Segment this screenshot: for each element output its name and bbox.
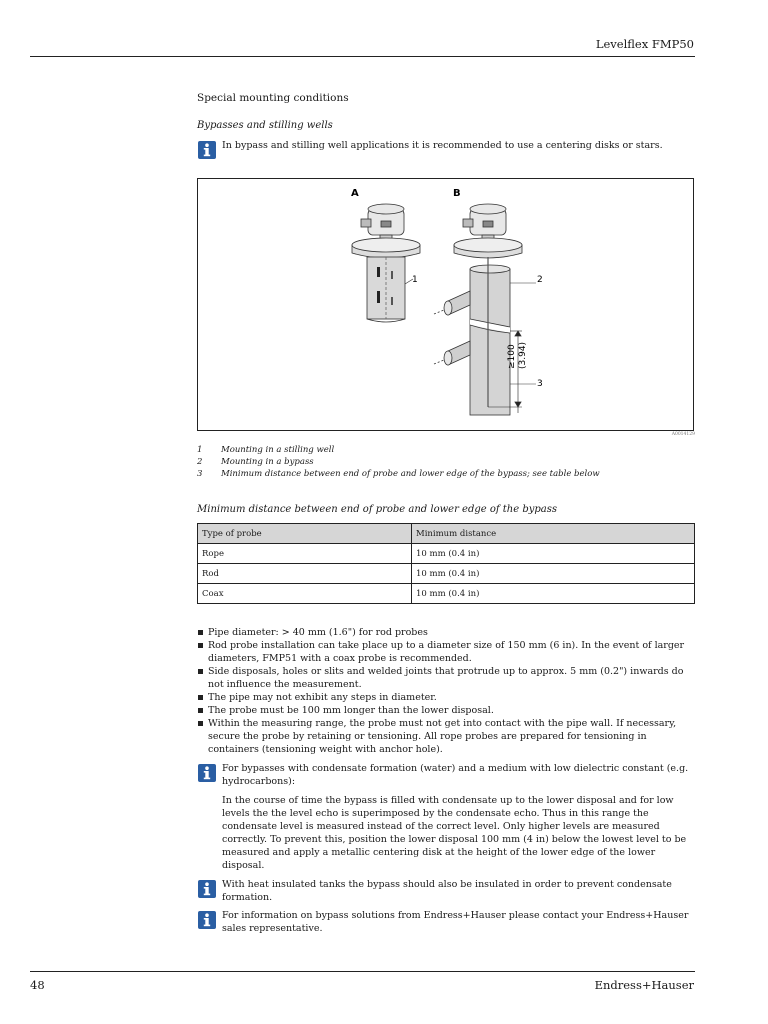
header-product-title: Levelflex FMP50 (595, 37, 694, 51)
info-icon (198, 141, 216, 159)
device-b-housing (454, 204, 522, 258)
page-number: 48 (30, 978, 45, 992)
info-icon (198, 911, 216, 929)
figure-code: A0014129 (671, 432, 695, 437)
table-row (198, 584, 695, 604)
subsection-title: Bypasses and stilling wells (197, 120, 333, 131)
table-row (198, 544, 695, 564)
callout-1: 1 (412, 275, 418, 285)
legend-item: 3 Minimum distance between end of probe and lower edge of the bypass; see table below (197, 469, 600, 479)
bypass-upper-nozzle (434, 291, 470, 315)
table-caption: Minimum distance between end of probe and lower edge of the bypass (197, 504, 557, 515)
legend-item: 1 Mounting in a stilling well (197, 445, 335, 455)
table-cell: 10 mm (0.4 in) (412, 584, 695, 604)
bypass-lower-nozzle (434, 341, 470, 365)
list-item: Pipe diameter: > 40 mm (1.6") for rod probes (197, 626, 697, 639)
legend-item: 2 Mounting in a bypass (197, 457, 314, 467)
dimension-in: (3.94) (518, 341, 528, 369)
column-header: Minimum distance (412, 524, 695, 544)
bypass-chamber (470, 257, 522, 415)
callout-2: 2 (537, 275, 543, 285)
min-distance-table (197, 523, 695, 604)
note-insulation: With heat insulated tanks the bypass should also be insulated in order to prevent condensate formation. (222, 879, 672, 903)
table-row (198, 564, 695, 584)
table-cell: Coax (198, 584, 412, 604)
figure-label-a: A (351, 188, 359, 199)
note-contact: For information on bypass solutions from Endress+Hauser please contact your Endress+Hauser sales representative. (222, 910, 689, 934)
device-a-housing (352, 204, 420, 258)
info-icon (198, 764, 216, 782)
list-item: The pipe may not exhibit any steps in diameter. (197, 691, 697, 704)
header-rule (30, 56, 695, 57)
list-item: The probe must be 100 mm longer than the lower disposal. (197, 704, 697, 717)
column-header: Type of probe (198, 524, 412, 544)
figure-legend (197, 444, 600, 480)
footer-brand: Endress+Hauser (594, 978, 694, 992)
note-condensate-lead: For bypasses with condensate formation (water) and a medium with low dielectric constant (e.g. hydrocarbons): (222, 763, 689, 787)
dimension-mm: ≥100 (507, 344, 517, 369)
list-item: Side disposals, holes or slits and welded joints that protrude up to approx. 5 mm (0.2") inwards do not influence the measurement. (197, 665, 697, 691)
table-cell: 10 mm (0.4 in) (412, 544, 695, 564)
mounting-figure (197, 178, 694, 431)
note-intro: In bypass and stilling well applications it is recommended to use a centering disks or stars. (222, 140, 663, 151)
table-cell: Rope (198, 544, 412, 564)
table-cell: Rod (198, 564, 412, 584)
info-icon (198, 880, 216, 898)
stilling-well-pipe (367, 257, 413, 322)
list-item: Rod probe installation can take place up to a diameter size of 150 mm (6 in). In the event of larger diameters, FMP51 with a coax probe is recommended. (197, 639, 697, 665)
figure-label-b: B (453, 188, 461, 199)
callout-3: 3 (537, 379, 543, 389)
footer-rule (30, 971, 695, 972)
section-title: Special mounting conditions (197, 92, 349, 104)
note-condensate-body: In the course of time the bypass is filled with condensate up to the lower disposal and for low levels the the level echo is superimposed by the condensate echo. Thus in this range the condensate level is measured instead of the correct level. Only higher levels are measured correctly. To prevent this, position the lower disposal 100 mm (4 in) below the lowest level to be measured and apply a metallic centering disk at the height of the lower edge of the lower disposal. (222, 795, 687, 871)
table-cell: 10 mm (0.4 in) (412, 564, 695, 584)
table-header-row (198, 524, 695, 544)
requirements-list (197, 626, 697, 756)
list-item: Within the measuring range, the probe must not get into contact with the pipe wall. If necessary, secure the probe by retaining or tensioning. All rope probes are prepared for tensioning in containers (tensioning weight with anchor hole). (197, 717, 697, 756)
